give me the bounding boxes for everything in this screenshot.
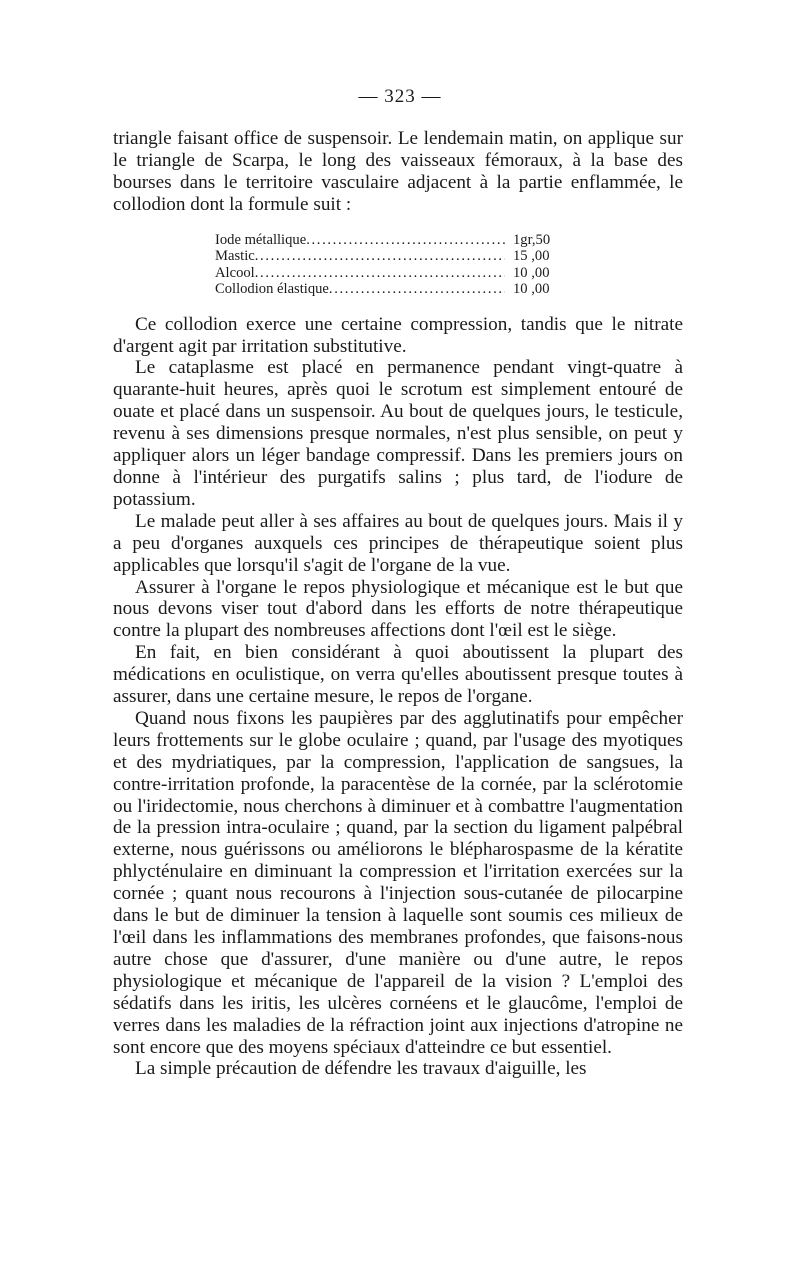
paragraph: Le cataplasme est placé en permanence pendant vingt-quatre à quarante-huit heures, après quoi le scrotum est simplement entouré de ouate et placé dans un suspensoir. Au bout de quelques jours, le testicule, revenu à ses dimensions presque normales, n'est plus sensible, on peut y appliquer alors un léger bandage compressif. Dans les premiers jours on donne à l'intérieur des purgatifs salins ; plus tard, de l'iodure de potassium. — [113, 357, 683, 510]
formula-row — [215, 265, 575, 282]
paragraph: Assurer à l'organe le repos physiologique et mécanique est le but que nous devons viser tout d'abord dans les efforts de notre thérapeutique contre la plupart des nombreuses affections dont l'œil est le siège. — [113, 576, 683, 642]
formula-row — [215, 232, 575, 249]
ingredient-quantity: 10 ,00 — [513, 264, 550, 281]
paragraph: La simple précaution de défendre les travaux d'aiguille, les — [135, 1058, 587, 1080]
leader-dots — [255, 248, 505, 265]
paragraph: Quand nous fixons les paupières par des agglutinatifs pour empêcher leurs frottements sur le globe oculaire ; quand, par l'usage des myotiques et des mydriatiques, par la compression, l'application de sangsues, la contre-irritation profonde, la paracentèse de la cornée, par la sclérotomie ou l'iridectomie, nous cherchons à diminuer et à combattre l'augmentation de la pression intra-oculaire ; quand, par la section du ligament palpébral externe, nous guérissons ou améliorons le blépharospasme de la kératite phlycténulaire en diminuant la compression et l'irritation exercées sur la cornée ; quant nous recourons à l'injection sous-cutanée de pilocarpine dans le but de diminuer la tension à laquelle sont soumis ces milieux de l'œil dans les inflammations des membranes profondes, que faisons-nous autre chose que d'assurer, d'une manière ou d'une autre, le repos physiologique et mécanique de l'appareil de la vision ? L'emploi des sédatifs dans les iritis, les ulcères cornéens et le glaucôme, l'emploi de verres dans les maladies de la réfraction joint aux injections d'atropine ne sont encore que des moyens spéciaux d'atteindre ce but essentiel. — [113, 707, 683, 1058]
leader-dots — [255, 265, 505, 282]
body-text — [113, 128, 683, 1080]
ingredient-name: Mastic — [215, 248, 255, 265]
ingredient-quantity: 1gr,50 — [513, 231, 551, 248]
ingredient-name: Iode métallique — [215, 231, 307, 248]
ingredient-quantity: 15 ,00 — [513, 248, 550, 265]
paragraph: Ce collodion exerce une certaine compression, tandis que le nitrate d'argent agit par irritation substitutive. — [113, 313, 683, 357]
paragraph: En fait, en bien considérant à quoi aboutissent la plupart des médications en oculistique, on verra qu'elles aboutissent presque toutes à assurer, dans une certaine mesure, le repos de l'organe. — [113, 642, 683, 708]
ingredient-quantity: 10 ,00 — [513, 281, 550, 298]
leader-dots — [306, 232, 505, 249]
ingredient-name: Collodion élastique — [215, 281, 329, 298]
paragraph: Le malade peut aller à ses affaires au bout de quelques jours. Mais il y a peu d'organes auxquels ces principes de thérapeutique soient plus applicables que lorsqu'il s'agit de l'organe de la vue. — [113, 510, 683, 576]
collodion-formula — [215, 232, 575, 298]
leader-dots — [329, 281, 505, 298]
ingredient-name: Alcool — [215, 264, 255, 281]
page-number: — 323 — — [358, 86, 442, 107]
formula-row — [215, 248, 575, 265]
formula-row — [215, 281, 575, 298]
intro-paragraph: triangle faisant office de suspensoir. Le lendemain matin, on applique sur le triangle de Scarpa, le long des vaisseaux fémoraux, à la base des bourses dans le territoire vasculaire adjacent à la partie enflammée, le collodion dont la formule suit : — [113, 128, 683, 215]
